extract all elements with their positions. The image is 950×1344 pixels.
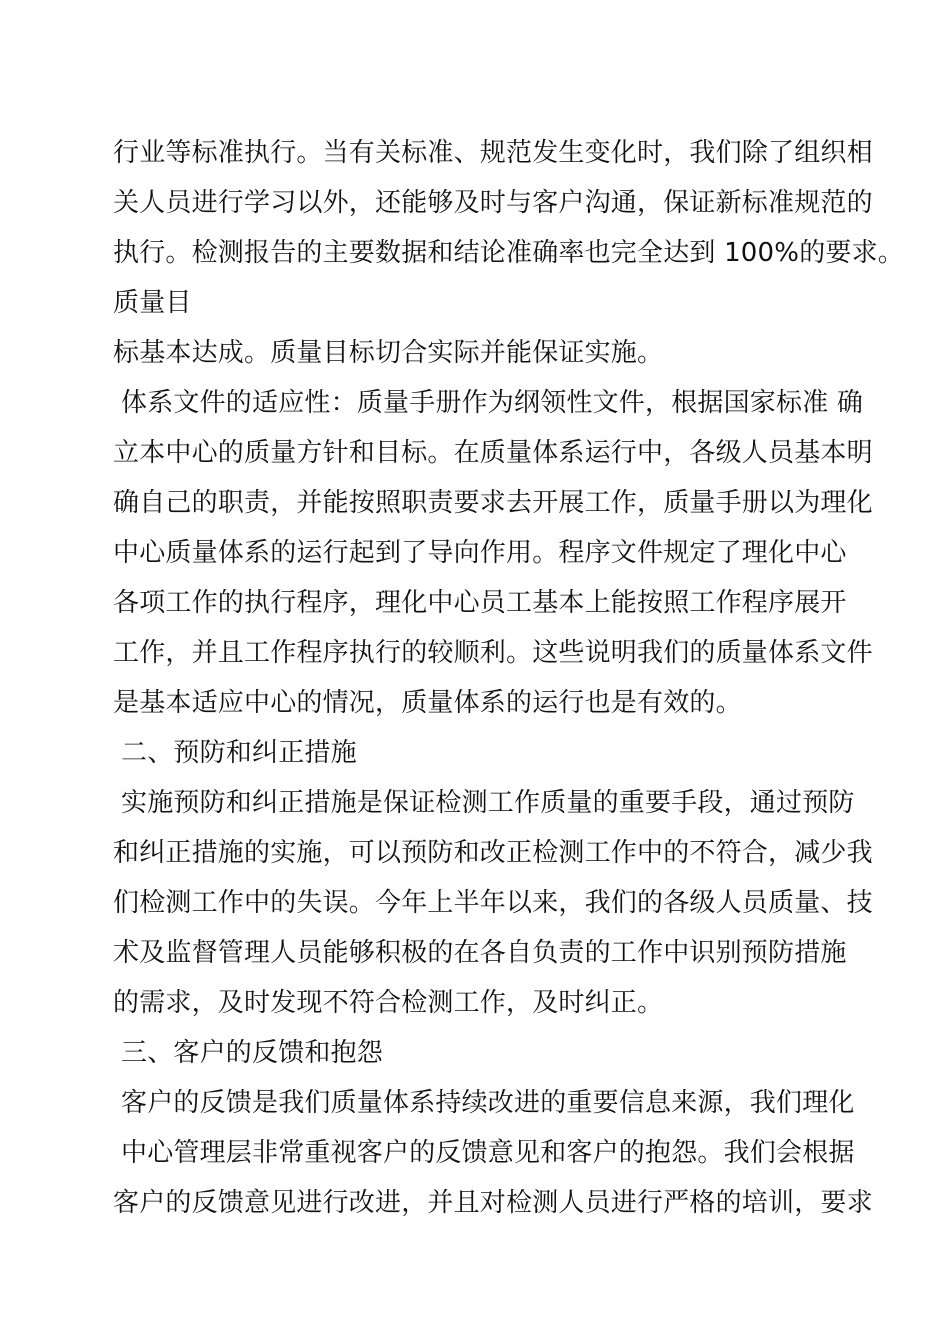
- text-line: 关人员进行学习以外，还能够及时与客户沟通，保证新标准规范的: [113, 188, 873, 218]
- section-heading: 三、客户的反馈和抱怨: [121, 1038, 384, 1068]
- text-line: 是基本适应中心的情况，质量体系的运行也是有效的。: [113, 688, 742, 718]
- text-line: 客户的反馈意见进行改进，并且对检测人员进行严格的培训，要求: [113, 1188, 873, 1218]
- text-line: 术及监督管理人员能够积极的在各自负责的工作中识别预防措施: [113, 938, 847, 968]
- text-line: 实施预防和纠正措施是保证检测工作质量的重要手段，通过预防: [121, 788, 855, 818]
- text-line: 的需求，及时发现不符合检测工作，及时纠正。: [113, 988, 664, 1018]
- text-line: 确自己的职责，并能按照职责要求去开展工作，质量手册以为理化: [113, 488, 873, 518]
- text-line: 体系文件的适应性：质量手册作为纲领性文件，根据国家标准 确: [121, 388, 864, 418]
- text-line: 执行。检测报告的主要数据和结论准确率也完全达到 100%的要求。: [113, 238, 904, 268]
- text-line: 各项工作的执行程序，理化中心员工基本上能按照工作程序展开: [113, 588, 847, 618]
- text-line: 和纠正措施的实施，可以预防和改正检测工作中的不符合，减少我: [113, 838, 873, 868]
- text-line: 客户的反馈是我们质量体系持续改进的重要信息来源，我们理化: [121, 1088, 855, 1118]
- text-line: 中心管理层非常重视客户的反馈意见和客户的抱怨。我们会根据: [121, 1138, 855, 1168]
- body-text: [113, 128, 904, 1228]
- text-line: 标基本达成。质量目标切合实际并能保证实施。: [113, 338, 664, 368]
- text-line: 质量目: [113, 288, 192, 318]
- section-heading: 二、预防和纠正措施: [121, 738, 357, 768]
- text-line: 们检测工作中的失误。今年上半年以来，我们的各级人员质量、技: [113, 888, 873, 918]
- text-line: 行业等标准执行。当有关标准、规范发生变化时，我们除了组织相: [113, 138, 873, 168]
- text-line: 工作，并且工作程序执行的较顺利。这些说明我们的质量体系文件: [113, 638, 873, 668]
- text-line: 立本中心的质量方针和目标。在质量体系运行中，各级人员基本明: [113, 438, 873, 468]
- text-line: 中心质量体系的运行起到了导向作用。程序文件规定了理化中心: [113, 538, 847, 568]
